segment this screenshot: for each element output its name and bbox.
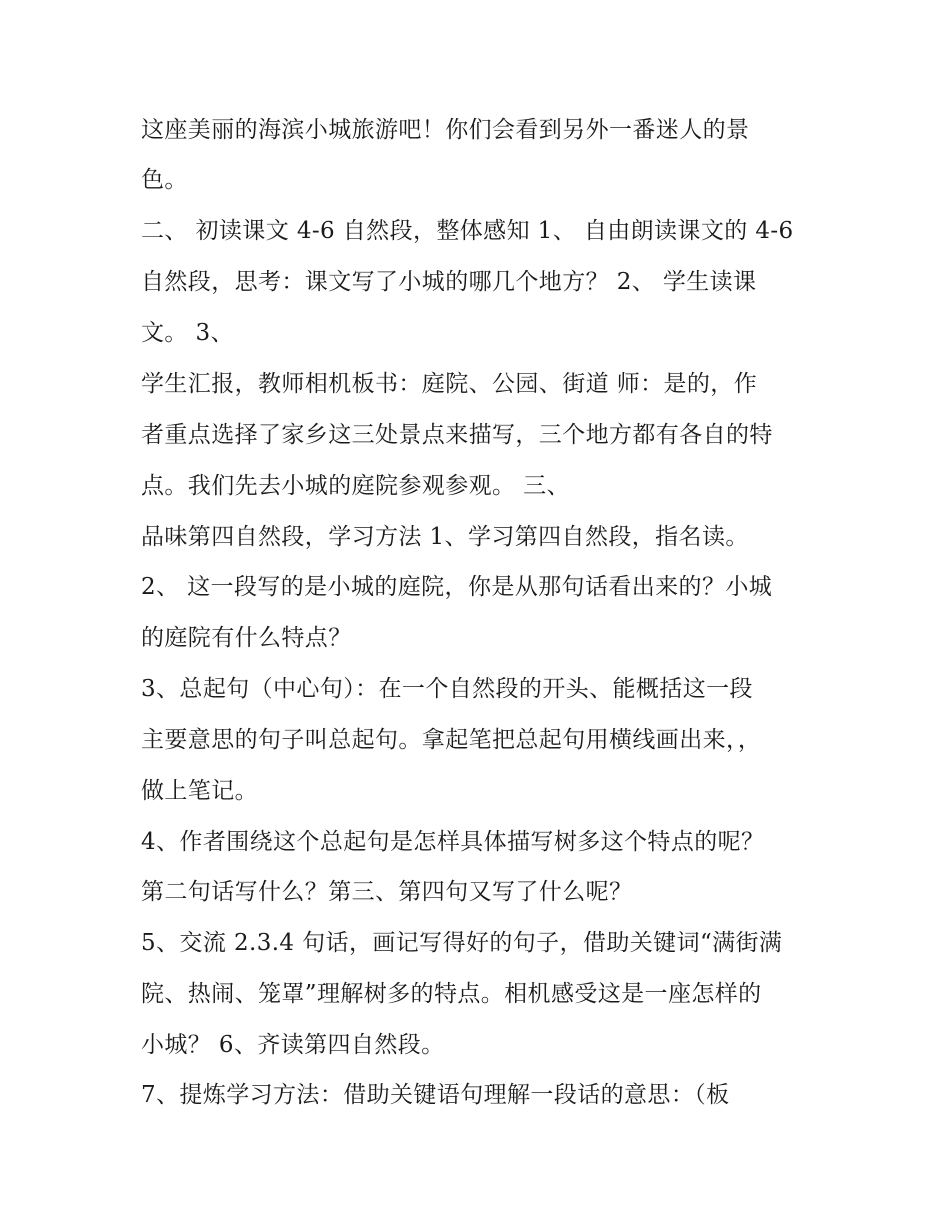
text-line: 品味第四自然段，学习方法 1、学习第四自然段，指名读。: [141, 524, 749, 550]
text-line: 第二句话写什么？第三、第四句又写了什么呢？: [141, 879, 633, 905]
text-line: 的庭院有什么特点？: [141, 625, 352, 651]
text-line: 7、提炼学习方法：借助关键语句理解一段话的意思：（板: [141, 1082, 730, 1108]
text-line: 主要意思的句子叫总起句。拿起笔把总起句用横线画出来，，: [141, 727, 762, 753]
text-line: 这座美丽的海滨小城旅游吧！你们会看到另外一番迷人的景: [141, 117, 750, 143]
text-line: 自然段，思考：课文写了小城的哪几个地方？ 2、 学生读课: [141, 269, 757, 295]
text-line: 做上笔记。: [141, 778, 258, 804]
text-line: 文。 3、: [141, 320, 234, 346]
text-line: 点。我们先去小城的庭院参观参观。 三、: [141, 473, 570, 499]
text-line: 二、 初读课文 4-6 自然段，整体感知 1、 自由朗读课文的 4-6: [141, 218, 794, 244]
text-line: 院、热闹、笼罩”理解树多的特点。相机感受这是一座怎样的: [141, 981, 762, 1007]
text-line: 色。: [141, 167, 188, 193]
text-line: 小城？ 6、齐读第四自然段。: [141, 1032, 445, 1058]
text-line: 3、总起句（中心句）：在一个自然段的开头、能概括这一段: [141, 676, 753, 702]
text-line: 2、 这一段写的是小城的庭院，你是从那句话看出来的？小城: [141, 574, 773, 600]
text-line: 者重点选择了家乡这三处景点来描写，三个地方都有各自的特: [141, 422, 773, 448]
text-line: 学生汇报，教师相机板书：庭院、公园、街道 师：是的，作: [141, 371, 758, 397]
text-line: 4、作者围绕这个总起句是怎样具体描写树多这个特点的呢？: [141, 829, 765, 855]
text-line: 5、交流 2.3.4 句话，画记写得好的句子，借助关键词“满街满: [141, 930, 783, 956]
